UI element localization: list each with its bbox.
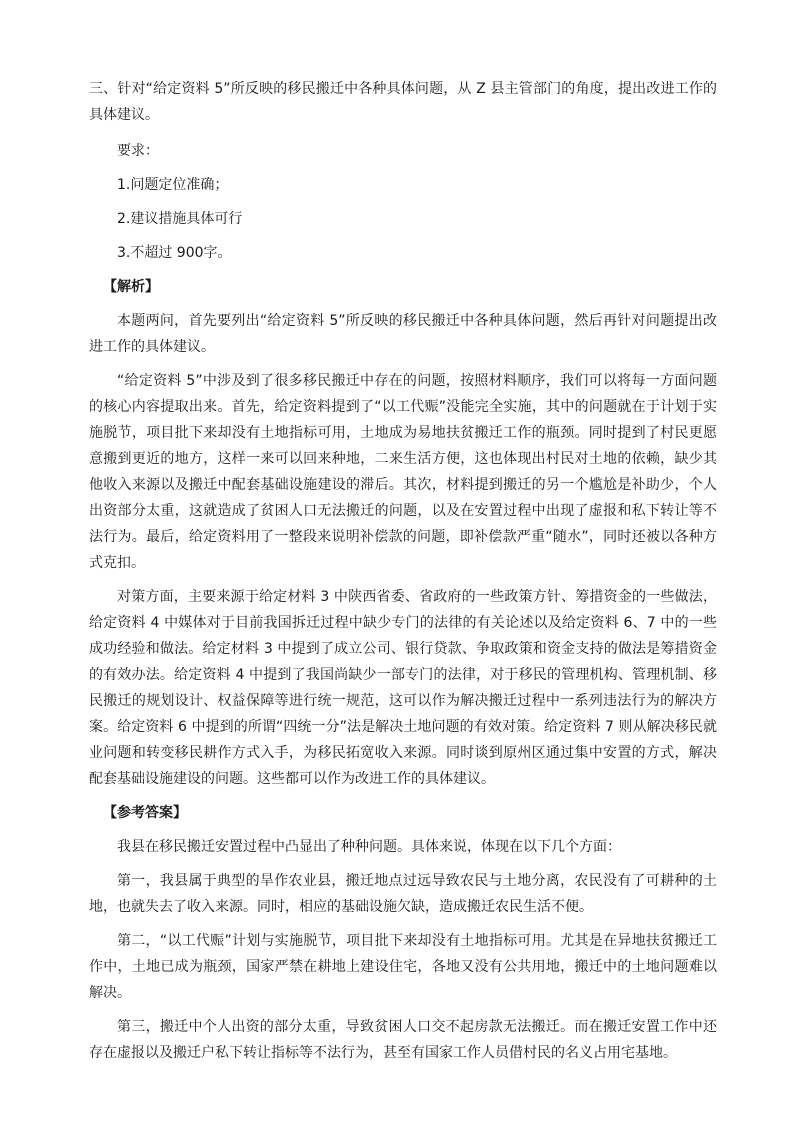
analysis-paragraph-1: 本题两问，首先要列出“给定资料 5”所反映的移民搬迁中各种具体问题，然后再针对问题提出改进工作的具体建议。 — [89, 313, 717, 355]
analysis-paragraph-3: 对策方面，主要来源于给定材料 3 中陕西省委、省政府的一些政策方针、筹措资金的一些做法，给定资料 4 中媒体对于目前我国拆迁过程中缺少专门的法律的有关论述以及给定资料 6、7 中的一些成功经验和做法。给定材料 3 中提到了成立公司、银行贷款、争取政策和资金支持的做法是筹措资金的有效办法。给定资料 4 中提到了我国尚缺少一部专门的法律，对于移民的管理机构、管理机制、移民搬迁的规划设计、权益保障等进行统一规范，这可以作为解决搬迁过程中一系列违法行为的解决方案。给定资料 6 中提到的所谓“四统一分”法是解决土地问题的有效对策。给定资料 7 则从解决移民就业问题和转变移民耕作方式入手，为移民拓宽收入来源。同时谈到原州区通过集中安置的方式，解决配套基础设施建设的问题。这些都可以作为改进工作的具体建议。 — [89, 589, 717, 787]
answer-paragraph-1: 我县在移民搬迁安置过程中凸显出了种种问题。具体来说，体现在以下几个方面： — [117, 839, 621, 855]
requirement-item-3: 3.不超过 900字。 — [117, 245, 232, 261]
answer-paragraph-2: 第一，我县属于典型的旱作农业县，搬迁地点过远导致农民与土地分离，农民没有了可耕种的土地，也就失去了收入来源。同时，相应的基础设施欠缺，造成搬迁农民生活不便。 — [89, 873, 717, 915]
answer-heading: 【参考答案】 — [103, 805, 187, 821]
requirements-label: 要求： — [117, 143, 159, 159]
answer-paragraph-4: 第三，搬迁中个人出资的部分太重，导致贫困人口交不起房款无法搬迁。而在搬迁安置工作中还存在虚报以及搬迁户私下转让指标等不法行为，甚至有国家工作人员借村民的名义占用宅基地。 — [89, 1019, 717, 1061]
requirement-item-2: 2.建议措施具体可行 — [117, 211, 243, 227]
requirement-item-1: 1.问题定位准确； — [117, 177, 229, 193]
answer-paragraph-3: 第二，“以工代赈”计划与实施脱节，项目批下来却没有土地指标可用。尤其是在异地扶贫搬迁工作中，土地已成为瓶颈，国家严禁在耕地上建设住宅，各地又没有公共用地，搬迁中的土地问题难以解决。 — [89, 933, 717, 1001]
analysis-heading: 【解析】 — [103, 279, 159, 295]
document-page — [89, 76, 717, 1066]
question-text: 三、针对“给定资料 5”所反映的移民搬迁中各种具体问题，从 Z 县主管部门的角度，提出改进工作的具体建议。 — [89, 81, 717, 123]
analysis-paragraph-2: “给定资料 5”中涉及到了很多移民搬迁中存在的问题，按照材料顺序，我们可以将每一方面问题的核心内容提取出来。首先，给定资料提到了“以工代赈”没能完全实施，其中的问题就在于计划于实施脱节，项目批下来却没有土地指标可用，土地成为易地扶贫搬迁工作的瓶颈。同时提到了村民更愿意搬到更近的地方，这样一来可以回来种地，二来生活方便，这也体现出村民对土地的依赖，缺少其他收入来源以及搬迁中配套基础设施建设的滞后。其次，材料提到搬迁的另一个尴尬是补助少，个人出资部分太重，这就造成了贫困人口无法搬迁的问题，以及在安置过程中出现了虚报和私下转让等不法行为。最后，给定资料用了一整段来说明补偿款的问题，即补偿款严重“随水”，同时还被以各种方式克扣。 — [89, 373, 717, 571]
